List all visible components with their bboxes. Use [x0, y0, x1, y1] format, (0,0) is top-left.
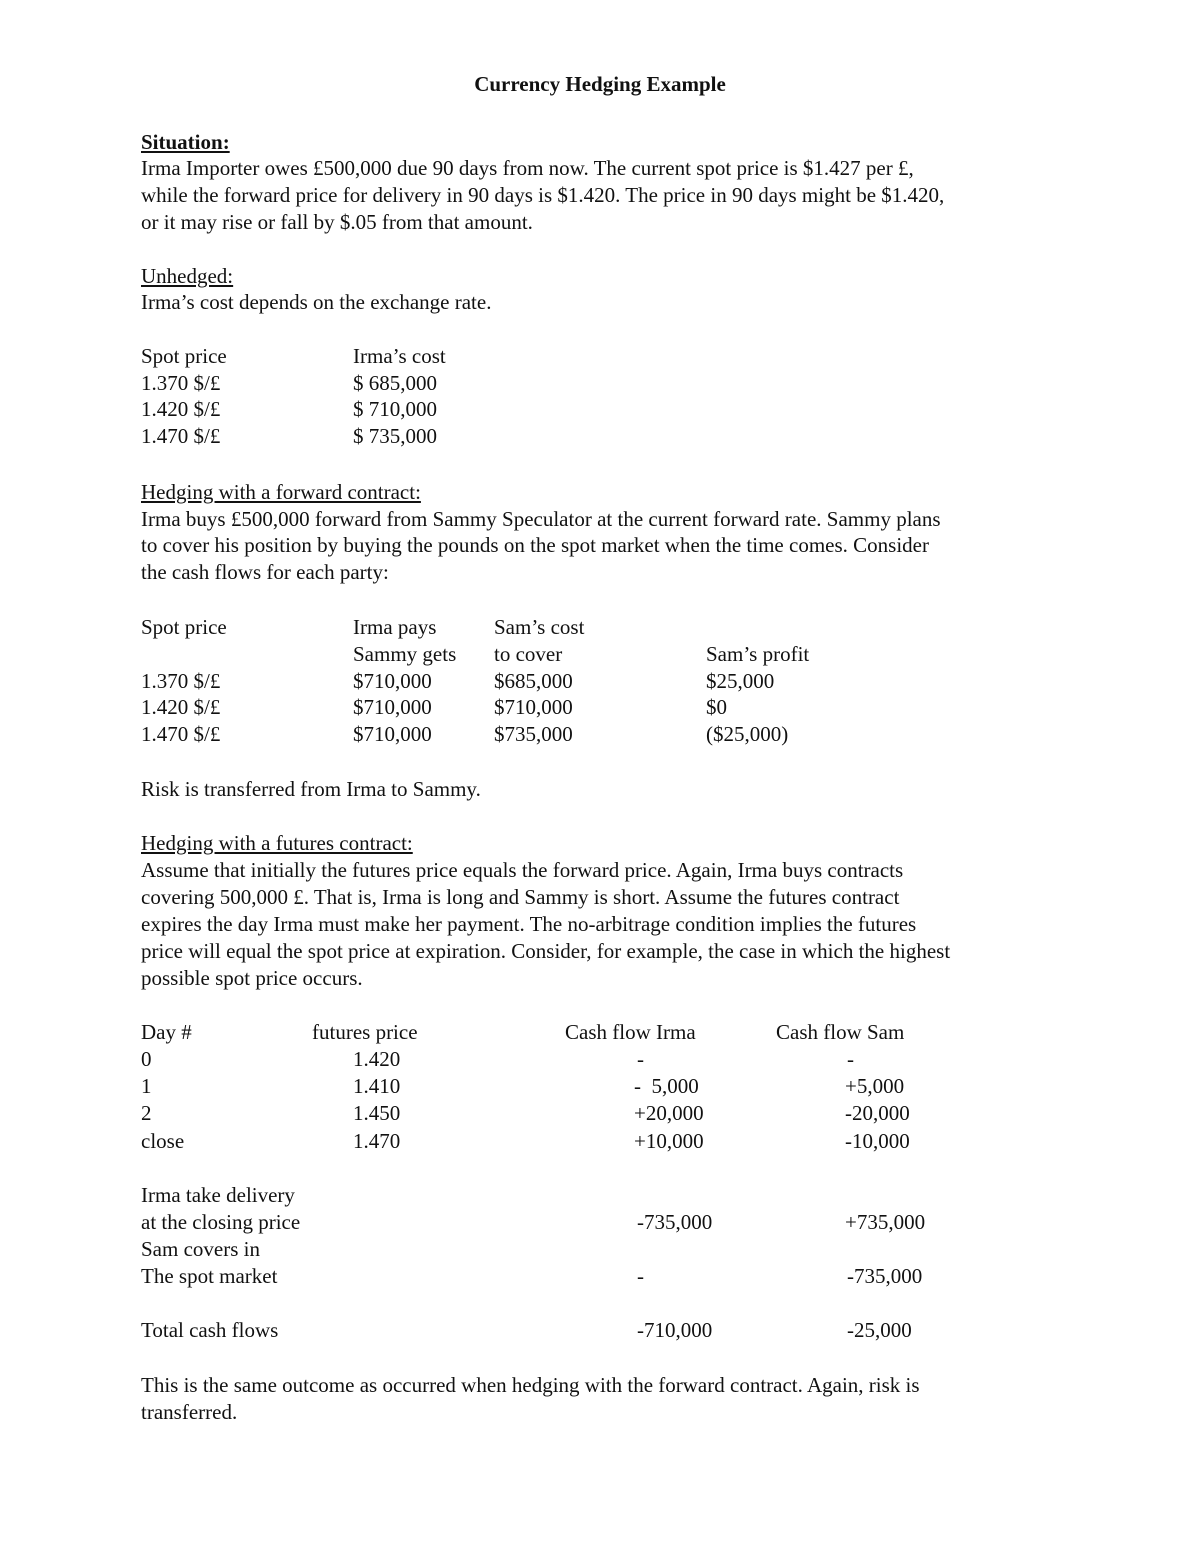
table-header: Sammy gets	[353, 642, 457, 666]
futures-line: price will equal the spot price at expiration. Consider, for example, the case in which the highest	[141, 939, 951, 963]
table-header: Sam’s cost	[494, 615, 585, 639]
table-cell: $685,000	[494, 669, 573, 693]
table-cell: 1.420	[353, 1047, 401, 1071]
total-sam: -25,000	[847, 1318, 912, 1342]
table-cell: 1.410	[353, 1074, 401, 1098]
table-cell: $25,000	[706, 669, 775, 693]
table-header: Irma’s cost	[353, 344, 446, 368]
forward-line: to cover his position by buying the pounds on the spot market when the time comes. Consider	[141, 533, 929, 557]
cover-label: The spot market	[141, 1264, 278, 1288]
total-label: Total cash flows	[141, 1318, 279, 1342]
futures-conclusion: transferred.	[141, 1400, 238, 1424]
delivery-label: Irma take delivery	[141, 1183, 295, 1207]
situation-line: Irma Importer owes £500,000 due 90 days from now. The current spot price is $1.427 per £,	[141, 156, 914, 180]
futures-conclusion: This is the same outcome as occurred when hedging with the forward contract. Again, risk is	[141, 1373, 920, 1397]
table-cell: $ 710,000	[353, 397, 437, 421]
table-cell: 2	[141, 1101, 152, 1125]
table-cell: $ 685,000	[353, 371, 437, 395]
table-cell: +20,000	[634, 1101, 704, 1125]
table-cell: 1.370 $/£	[141, 669, 221, 693]
cover-irma: -	[637, 1264, 644, 1288]
table-cell: $710,000	[353, 695, 432, 719]
table-cell: close	[141, 1129, 185, 1153]
table-cell: +10,000	[634, 1129, 704, 1153]
table-cell: 1.470	[353, 1129, 401, 1153]
futures-line: expires the day Irma must make her payment. The no-arbitrage condition implies the futures	[141, 912, 917, 936]
futures-line: Assume that initially the futures price equals the forward price. Again, Irma buys contracts	[141, 858, 904, 882]
futures-heading: Hedging with a futures contract:	[141, 831, 413, 855]
table-cell: ($25,000)	[706, 722, 789, 746]
table-header: Cash flow Sam	[776, 1020, 905, 1044]
table-cell: $710,000	[353, 722, 432, 746]
table-cell: 1.470 $/£	[141, 722, 221, 746]
forward-line: Irma buys £500,000 forward from Sammy Speculator at the current forward rate. Sammy plans	[141, 507, 941, 531]
forward-conclusion: Risk is transferred from Irma to Sammy.	[141, 777, 481, 801]
forward-heading: Hedging with a forward contract:	[141, 480, 421, 504]
table-cell: -20,000	[845, 1101, 910, 1125]
table-header: Cash flow Irma	[565, 1020, 696, 1044]
cover-sam: -735,000	[847, 1264, 923, 1288]
cover-label: Sam covers in	[141, 1237, 260, 1261]
situation-heading: Situation:	[141, 130, 230, 154]
delivery-label: at the closing price	[141, 1210, 301, 1234]
table-cell: +5,000	[845, 1074, 905, 1098]
table-cell: $710,000	[494, 695, 573, 719]
table-cell: 1.420 $/£	[141, 695, 221, 719]
table-cell: $ 735,000	[353, 424, 437, 448]
table-cell: 1.470 $/£	[141, 424, 221, 448]
futures-line: covering 500,000 £. That is, Irma is long and Sammy is short. Assume the futures contract	[141, 885, 900, 909]
situation-line: while the forward price for delivery in 90 days is $1.420. The price in 90 days might be $1.420,	[141, 183, 945, 207]
table-header: Spot price	[141, 344, 227, 368]
table-header: futures price	[312, 1020, 418, 1044]
table-header: Spot price	[141, 615, 227, 639]
delivery-sam: +735,000	[845, 1210, 926, 1234]
table-cell: 1.450	[353, 1101, 401, 1125]
table-header: Irma pays	[353, 615, 437, 639]
forward-line: the cash flows for each party:	[141, 560, 389, 584]
table-cell: -	[847, 1047, 854, 1071]
unhedged-text: Irma’s cost depends on the exchange rate.	[141, 290, 492, 314]
futures-line: possible spot price occurs.	[141, 966, 363, 990]
page-title: Currency Hedging Example	[474, 72, 726, 96]
table-cell: 1.370 $/£	[141, 371, 221, 395]
table-cell: $0	[706, 695, 727, 719]
table-cell: 1.420 $/£	[141, 397, 221, 421]
table-cell: -	[637, 1047, 644, 1071]
table-cell: $710,000	[353, 669, 432, 693]
table-header: Sam’s profit	[706, 642, 810, 666]
table-cell: -10,000	[845, 1129, 910, 1153]
table-cell: - 5,000	[634, 1074, 699, 1098]
table-cell: $735,000	[494, 722, 573, 746]
table-header: to cover	[494, 642, 563, 666]
total-irma: -710,000	[637, 1318, 713, 1342]
table-header: Day #	[141, 1020, 192, 1044]
table-cell: 1	[141, 1074, 152, 1098]
situation-line: or it may rise or fall by $.05 from that amount.	[141, 210, 533, 234]
delivery-irma: -735,000	[637, 1210, 713, 1234]
table-cell: 0	[141, 1047, 152, 1071]
unhedged-heading: Unhedged:	[141, 264, 234, 288]
